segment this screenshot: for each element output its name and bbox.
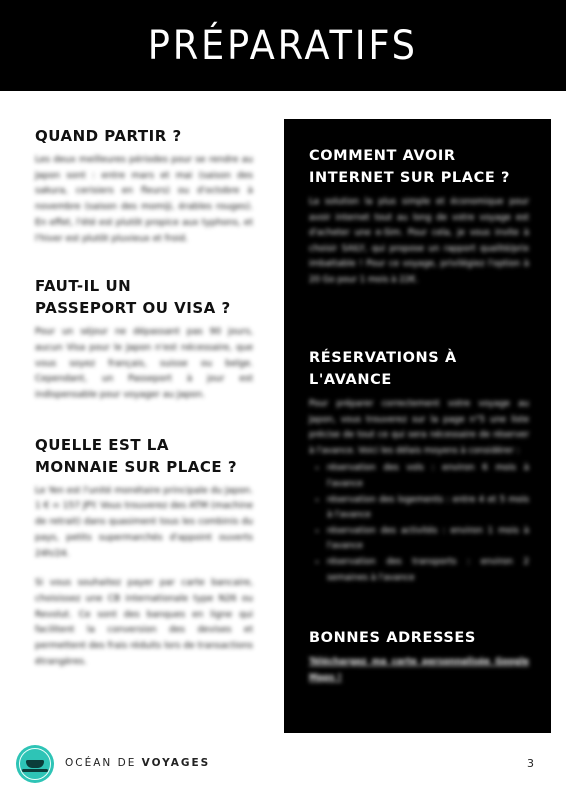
list-item: • réservation des activités : environ 1 mois à l'avance xyxy=(327,524,529,555)
section-title-reservations-line2: L'AVANCE xyxy=(309,372,392,388)
section-title-currency xyxy=(35,434,253,478)
list-item: • réservation des logements : entre 4 et 5 mois à l'avance xyxy=(327,493,529,524)
section-title-when: QUAND PARTIR ? xyxy=(35,127,182,145)
logo-wave xyxy=(22,769,48,772)
list-item: • réservation des transports : environ 2 semaines à l'avance xyxy=(327,555,529,586)
reservations-list xyxy=(309,461,529,586)
boat-logo-icon xyxy=(16,745,54,783)
section-addresses xyxy=(309,627,529,686)
section-body-currency-2: Si vous souhaitez payer par carte bancaire, choisissez une CB internationale type N26 ou Revolut. Ce sont des banques en ligne qui facilitent la conversion des devises et permettent des frais réduits lors de transactions étrangères. xyxy=(35,578,253,667)
section-title-reservations-line1: RÉSERVATIONS À xyxy=(309,350,457,366)
section-title-addresses: BONNES ADRESSES xyxy=(309,630,476,646)
page-title: PRÉPARATIFS xyxy=(148,22,418,69)
section-title-currency-line2: MONNAIE SUR PLACE ? xyxy=(35,457,238,476)
section-reservations xyxy=(309,347,529,586)
section-title-internet xyxy=(309,145,529,189)
section-title-internet-line2: INTERNET SUR PLACE ? xyxy=(309,170,510,186)
list-item: • réservation des vols : environ 6 mois à l'avance xyxy=(327,461,529,492)
page-header xyxy=(0,0,566,91)
logo-boat xyxy=(26,760,44,768)
section-internet xyxy=(309,145,529,289)
section-title-passport-line2: PASSEPORT OU VISA ? xyxy=(35,299,231,318)
page-number: 3 xyxy=(527,757,534,770)
section-body-reservations: Pour préparer correctement votre voyage au Japon, vous trouverez sur la page n°5 une liste précise de tout ce qui sera nécessaire de réserver à l'avance. Voici les délais moyens à considérer : xyxy=(309,399,529,456)
footer-brand-part1: OCÉAN DE xyxy=(65,757,142,769)
section-body-currency-1: Le Yen est l'unité monétaire principale du Japon. 1 € = 157 JPY. Vous trouverez des ATM (machine de retrait) dans quasiment tous les combinis du pays, petits supermarchés d'appoint ouverts 24h/24. xyxy=(35,485,253,559)
footer-brand-part2: VOYAGES xyxy=(141,757,211,769)
section-body-internet: La solution la plus simple et économique pour avoir internet tout au long de votre voyage est d'acheter une e-Sim. Pour cela, je vous invite à choisir SAILY, qui propose un rapport qualité/prix imbattable ! Pour ce voyage, privilégiez l'option à 20 Go pour 1 mois à 22€. xyxy=(309,197,529,285)
section-title-passport xyxy=(35,275,253,319)
google-maps-link[interactable]: Téléchargez ma carte personnalisée Google Maps ! xyxy=(309,657,529,683)
footer-brand xyxy=(65,757,210,769)
section-title-reservations xyxy=(309,347,529,391)
section-body-when: Les deux meilleures périodes pour se rendre au Japon sont : entre mars et mai (saison des sakura, cerisiers en fleurs) ou d'octobre à novembre (saison des momiji, érables rouges). En effet, l'été est plutôt propice aux typhons, et l'hiver est plutôt pluvieux et froid. xyxy=(35,155,253,244)
section-passport xyxy=(35,275,253,404)
left-column xyxy=(35,125,253,670)
section-body-passport: Pour un séjour ne dépassant pas 90 jours, aucun Visa pour le Japon n'est nécessaire, que vous soyez français, suisse ou belge. Cependant, un Passeport à jour est indispensable pour voyager au Japon. xyxy=(35,327,253,401)
section-currency xyxy=(35,434,253,671)
section-when xyxy=(35,125,253,247)
section-title-passport-line1: FAUT-IL UN xyxy=(35,277,132,296)
section-title-currency-line1: QUELLE EST LA xyxy=(35,435,169,454)
section-title-internet-line1: COMMENT AVOIR xyxy=(309,148,456,164)
right-panel xyxy=(284,119,551,733)
